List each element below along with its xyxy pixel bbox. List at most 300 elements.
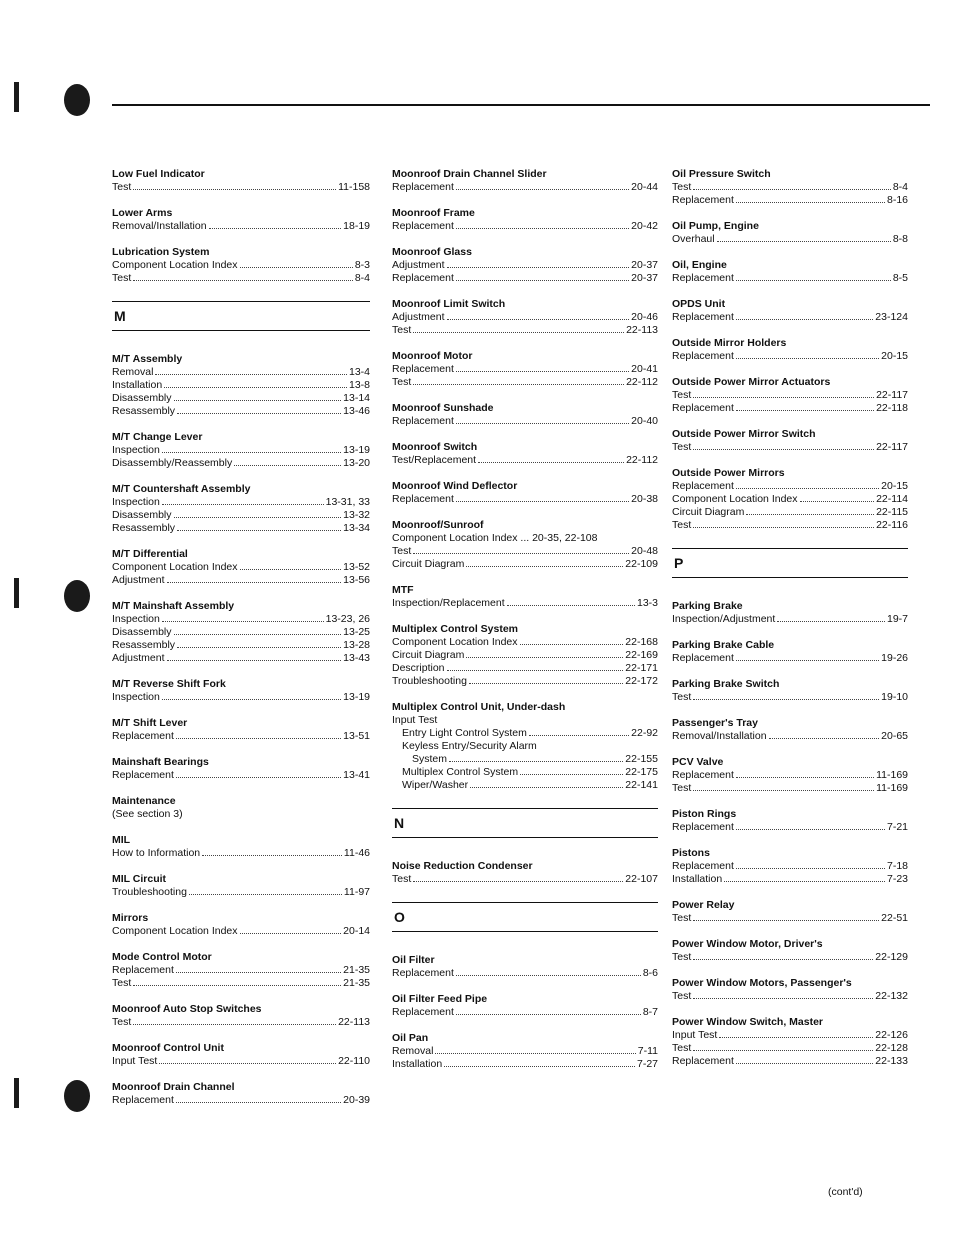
dot-leader xyxy=(478,454,624,463)
binder-mark-middle xyxy=(14,578,19,608)
section-divider xyxy=(392,902,658,932)
entry-label: Circuit Diagram xyxy=(392,649,465,661)
entry-line xyxy=(672,769,908,782)
entry-line xyxy=(392,766,658,779)
dot-leader xyxy=(520,766,623,775)
entry-label: Disassembly/Reassembly xyxy=(112,457,233,469)
page-ref: 20-14 xyxy=(343,925,370,937)
entry-line xyxy=(392,324,658,337)
index-entry xyxy=(112,1081,370,1107)
page-ref: 22-155 xyxy=(625,753,658,765)
entry-heading: Mainshaft Bearings xyxy=(112,756,209,768)
page-ref: 21-35 xyxy=(343,964,370,976)
entry-label: Resassembly xyxy=(112,522,176,534)
page-ref: 11-158 xyxy=(338,181,370,193)
dot-leader xyxy=(736,1055,873,1064)
entry-label: Circuit Diagram xyxy=(392,558,465,570)
entry-line xyxy=(672,389,908,402)
binder-mark-top xyxy=(14,82,19,112)
entry-label: Test xyxy=(112,1016,132,1028)
dot-leader xyxy=(202,847,342,856)
entry-line xyxy=(112,379,370,392)
dot-leader xyxy=(693,782,874,791)
page-ref: 8-4 xyxy=(892,181,908,193)
entry-label: Removal xyxy=(112,366,154,378)
page-ref: 22-175 xyxy=(625,766,658,778)
index-entry xyxy=(672,428,908,454)
entry-line xyxy=(672,519,908,532)
page-ref: 13-19 xyxy=(343,444,370,456)
entry-line xyxy=(392,259,658,272)
index-entry xyxy=(112,548,370,587)
entry-line xyxy=(392,363,658,376)
entry-label: Replacement xyxy=(672,821,734,833)
index-entry xyxy=(112,1042,370,1068)
entry-label: Test xyxy=(672,1042,692,1054)
entry-line xyxy=(392,753,658,766)
dot-leader xyxy=(176,730,341,739)
entry-label: Test xyxy=(672,519,692,531)
dot-leader xyxy=(456,363,629,372)
page-ref: 20-40 xyxy=(631,415,658,427)
entry-heading: Mirrors xyxy=(112,912,149,924)
entry-label: Description xyxy=(392,662,445,674)
entry-line xyxy=(672,990,908,1003)
entry-line xyxy=(672,873,908,886)
dot-leader xyxy=(413,545,629,554)
index-entry xyxy=(112,951,370,990)
page-ref: 20-37 xyxy=(631,259,658,271)
entry-line xyxy=(392,376,658,389)
entry-line xyxy=(112,626,370,639)
dot-leader xyxy=(174,392,342,401)
dot-leader xyxy=(693,181,891,190)
dot-leader xyxy=(162,613,324,622)
index-entry xyxy=(392,584,658,610)
entry-heading: Oil Filter Feed Pipe xyxy=(392,993,488,1005)
entry-line xyxy=(392,272,658,285)
entry-heading: Lower Arms xyxy=(112,207,173,219)
entry-line xyxy=(392,532,658,545)
page-ref: 13-41 xyxy=(343,769,370,781)
entry-label: Component Location Index xyxy=(112,259,238,271)
index-entry xyxy=(672,220,908,246)
dot-leader xyxy=(164,379,347,388)
page-ref: 20-46 xyxy=(631,311,658,323)
page-ref: 8-16 xyxy=(886,194,908,206)
entry-line xyxy=(392,1058,658,1071)
entry-label: Test xyxy=(672,389,692,401)
page-ref: 19-7 xyxy=(886,613,908,625)
entry-label: Inspection xyxy=(112,691,160,703)
page-ref: 20-48 xyxy=(631,545,658,557)
index-entry xyxy=(672,847,908,886)
entry-line xyxy=(392,662,658,675)
dot-leader xyxy=(162,691,341,700)
page-ref: 7-11 xyxy=(637,1045,658,1057)
entry-label: Replacement xyxy=(672,480,734,492)
dot-leader xyxy=(240,259,353,268)
dot-leader xyxy=(177,405,341,414)
page-ref: 13-8 xyxy=(348,379,370,391)
dot-leader xyxy=(456,493,629,502)
page-ref: 22-168 xyxy=(625,636,658,648)
entry-label: Troubleshooting xyxy=(112,886,187,898)
dot-leader xyxy=(693,441,874,450)
dot-leader xyxy=(133,1016,336,1025)
index-entry xyxy=(672,717,908,743)
page-ref: 13-56 xyxy=(343,574,370,586)
dot-leader xyxy=(777,613,885,622)
dot-leader xyxy=(693,1042,873,1051)
page-ref: 22-169 xyxy=(625,649,658,661)
page-ref: 22-113 xyxy=(338,1016,370,1028)
dot-leader xyxy=(736,194,885,203)
index-entry xyxy=(392,701,658,792)
entry-label: Replacement xyxy=(392,1006,454,1018)
entry-label: Inspection xyxy=(112,613,160,625)
page-ref: 13-31, 33 xyxy=(325,496,370,508)
dot-leader xyxy=(133,181,336,190)
entry-label: Adjustment xyxy=(112,574,165,586)
entry-line xyxy=(392,558,658,571)
index-entry xyxy=(392,954,658,980)
entry-label: Installation xyxy=(672,873,723,885)
entry-line xyxy=(112,181,370,194)
entry-label: Test/Replacement xyxy=(392,454,477,466)
entry-label: Test xyxy=(112,272,132,284)
entry-label: Replacement xyxy=(392,181,454,193)
page-ref: 13-32 xyxy=(343,509,370,521)
page-ref: 21-35 xyxy=(343,977,370,989)
page-ref: 22-118 xyxy=(876,402,908,414)
page-ref: 22-113 xyxy=(626,324,658,336)
entry-label: Input Test xyxy=(672,1029,718,1041)
section-letter: N xyxy=(392,808,658,838)
entry-label: Entry Light Control System xyxy=(402,727,527,739)
dot-leader xyxy=(176,769,341,778)
entry-line xyxy=(112,457,370,470)
page-ref: 8-7 xyxy=(642,1006,658,1018)
entry-heading: Oil, Engine xyxy=(672,259,727,271)
entry-heading: Power Window Motors, Passenger's xyxy=(672,977,852,989)
dot-leader xyxy=(736,821,885,830)
entry-label: Wiper/Washer xyxy=(402,779,469,791)
entry-label: Test xyxy=(392,376,412,388)
entry-line xyxy=(392,714,658,727)
entry-label: Adjustment xyxy=(392,311,445,323)
entry-label: Test xyxy=(672,441,692,453)
dot-leader xyxy=(413,376,624,385)
entry-label: Inspection xyxy=(112,496,160,508)
entry-label: Replacement xyxy=(392,967,454,979)
entry-line xyxy=(112,613,370,626)
entry-label: Overhaul xyxy=(672,233,715,245)
entry-line xyxy=(112,522,370,535)
entry-label: Test xyxy=(392,324,412,336)
entry-label: Disassembly xyxy=(112,392,172,404)
entry-heading: Moonroof/Sunroof xyxy=(392,519,484,531)
dot-leader xyxy=(456,272,629,281)
entry-heading: MIL xyxy=(112,834,131,846)
entry-label: Test xyxy=(112,181,132,193)
binder-hole-middle xyxy=(64,580,90,612)
entry-heading: MIL Circuit xyxy=(112,873,167,885)
entry-label: Removal xyxy=(392,1045,434,1057)
page-ref: 22-172 xyxy=(625,675,658,687)
entry-line xyxy=(392,967,658,980)
entry-label: Test xyxy=(112,977,132,989)
dot-leader xyxy=(447,311,630,320)
entry-heading: Lubrication System xyxy=(112,246,210,258)
entry-line xyxy=(672,613,908,626)
page-ref: 19-10 xyxy=(881,691,908,703)
page-ref: 13-23, 26 xyxy=(325,613,370,625)
index-entry xyxy=(392,860,658,886)
dot-leader xyxy=(466,558,623,567)
entry-line xyxy=(112,1094,370,1107)
entry-heading: Power Window Switch, Master xyxy=(672,1016,824,1028)
entry-heading: Power Relay xyxy=(672,899,735,911)
entry-label: Test xyxy=(392,873,412,885)
index-entry xyxy=(392,441,658,467)
entry-heading: Power Window Motor, Driver's xyxy=(672,938,823,950)
entry-heading: Moonroof Drain Channel xyxy=(112,1081,235,1093)
entry-heading: Moonroof Glass xyxy=(392,246,472,258)
index-entry xyxy=(112,912,370,938)
binder-mark-bottom xyxy=(14,1078,19,1108)
page-ref: 22-129 xyxy=(875,951,908,963)
entry-label: Replacement xyxy=(392,363,454,375)
page-ref: 20-65 xyxy=(881,730,908,742)
dot-leader xyxy=(456,220,629,229)
page-ref: 20-41 xyxy=(631,363,658,375)
entry-line xyxy=(112,509,370,522)
dot-leader xyxy=(456,1006,641,1015)
page-ref: 13-43 xyxy=(343,652,370,664)
entry-heading: Noise Reduction Condenser xyxy=(392,860,533,872)
entry-line xyxy=(112,272,370,285)
entry-line xyxy=(112,847,370,860)
dot-leader xyxy=(520,636,624,645)
entry-heading: Parking Brake xyxy=(672,600,743,612)
dot-leader xyxy=(167,574,342,583)
page-ref: 22-128 xyxy=(875,1042,908,1054)
dot-leader xyxy=(693,519,874,528)
index-entry xyxy=(672,168,908,207)
entry-label: Multiplex Control System xyxy=(402,766,519,778)
entry-line xyxy=(112,1016,370,1029)
entry-heading: Moonroof Limit Switch xyxy=(392,298,506,310)
entry-label: Component Location Index ... 20-35, 22-108 xyxy=(392,532,598,544)
entry-line xyxy=(112,769,370,782)
entry-label: Replacement xyxy=(672,652,734,664)
entry-line xyxy=(672,272,908,285)
entry-label: Circuit Diagram xyxy=(672,506,745,518)
entry-label: Test xyxy=(672,990,692,1002)
page-ref: 22-51 xyxy=(881,912,908,924)
dot-leader xyxy=(240,925,342,934)
page-ref: 18-19 xyxy=(343,220,370,232)
index-entry xyxy=(672,298,908,324)
entry-line xyxy=(392,181,658,194)
entry-line xyxy=(672,181,908,194)
index-entry xyxy=(672,899,908,925)
entry-label: Test xyxy=(672,912,692,924)
entry-label: Replacement xyxy=(392,220,454,232)
page-ref: 13-3 xyxy=(636,597,658,609)
entry-line xyxy=(672,951,908,964)
entry-line xyxy=(672,1055,908,1068)
entry-heading: Moonroof Drain Channel Slider xyxy=(392,168,547,180)
entry-label: Input Test xyxy=(392,714,438,726)
top-rule xyxy=(112,104,930,106)
index-entry xyxy=(112,873,370,899)
entry-label: Troubleshooting xyxy=(392,675,467,687)
dot-leader xyxy=(693,912,879,921)
entry-line xyxy=(112,392,370,405)
index-entry xyxy=(112,1003,370,1029)
page-ref: 22-133 xyxy=(875,1055,908,1067)
entry-label: Test xyxy=(672,691,692,703)
entry-label: Replacement xyxy=(112,964,174,976)
entry-line xyxy=(112,808,370,821)
index-entry xyxy=(112,600,370,665)
entry-line xyxy=(392,779,658,792)
entry-heading: Parking Brake Switch xyxy=(672,678,780,690)
page-ref: 13-51 xyxy=(343,730,370,742)
dot-leader xyxy=(413,873,623,882)
entry-label: Installation xyxy=(112,379,163,391)
entry-heading: Oil Pressure Switch xyxy=(672,168,771,180)
page-ref: 22-171 xyxy=(625,662,658,674)
entry-label: Replacement xyxy=(392,493,454,505)
index-entry xyxy=(112,246,370,285)
page-ref: 20-37 xyxy=(631,272,658,284)
index-entry xyxy=(392,993,658,1019)
entry-label: Replacement xyxy=(112,769,174,781)
entry-heading: Outside Power Mirror Actuators xyxy=(672,376,831,388)
page-ref: 22-112 xyxy=(626,454,658,466)
dot-leader xyxy=(174,509,342,518)
dot-leader xyxy=(456,967,641,976)
entry-line xyxy=(392,727,658,740)
entry-line xyxy=(392,545,658,558)
section-divider xyxy=(392,808,658,838)
entry-line xyxy=(672,506,908,519)
dot-leader xyxy=(466,649,623,658)
entry-line xyxy=(112,496,370,509)
dot-leader xyxy=(159,1055,336,1064)
index-entry xyxy=(392,623,658,688)
entry-heading: Multiplex Control Unit, Under-dash xyxy=(392,701,566,713)
dot-leader xyxy=(435,1045,635,1054)
entry-line xyxy=(392,636,658,649)
page-ref: 22-109 xyxy=(625,558,658,570)
dot-leader xyxy=(209,220,342,229)
entry-heading: M/T Reverse Shift Fork xyxy=(112,678,226,690)
page-ref: 22-117 xyxy=(876,441,908,453)
dot-leader xyxy=(162,444,341,453)
entry-line xyxy=(672,1042,908,1055)
entry-heading: Piston Rings xyxy=(672,808,737,820)
entry-label: Installation xyxy=(392,1058,443,1070)
index-entry xyxy=(672,376,908,415)
page-ref: 13-14 xyxy=(343,392,370,404)
entry-heading: M/T Mainshaft Assembly xyxy=(112,600,235,612)
index-entry xyxy=(672,678,908,704)
page-ref: 13-28 xyxy=(343,639,370,651)
entry-heading: M/T Assembly xyxy=(112,353,183,365)
dot-leader xyxy=(769,730,880,739)
entry-line xyxy=(112,561,370,574)
page-ref: 13-52 xyxy=(343,561,370,573)
dot-leader xyxy=(736,402,874,411)
dot-leader xyxy=(529,727,629,736)
page-ref: 22-114 xyxy=(876,493,908,505)
dot-leader xyxy=(176,1094,341,1103)
index-entry xyxy=(112,834,370,860)
index-entry xyxy=(392,480,658,506)
dot-leader xyxy=(444,1058,635,1067)
entry-label: Inspection xyxy=(112,444,160,456)
index-entry xyxy=(672,259,908,285)
entry-heading: Moonroof Control Unit xyxy=(112,1042,224,1054)
entry-label: Input Test xyxy=(112,1055,158,1067)
entry-heading: Moonroof Wind Deflector xyxy=(392,480,518,492)
page-ref: 20-38 xyxy=(631,493,658,505)
dot-leader xyxy=(470,779,623,788)
entry-heading: Passenger's Tray xyxy=(672,717,758,729)
page-ref: 13-25 xyxy=(343,626,370,638)
entry-label: Removal/Installation xyxy=(672,730,767,742)
page-ref: 22-126 xyxy=(875,1029,908,1041)
index-entry xyxy=(672,467,908,532)
dot-leader xyxy=(736,769,874,778)
page-ref: 22-116 xyxy=(876,519,908,531)
entry-line xyxy=(112,366,370,379)
entry-line xyxy=(672,1029,908,1042)
entry-line xyxy=(112,639,370,652)
index-entry xyxy=(112,678,370,704)
binder-hole-bottom xyxy=(64,1080,90,1112)
section-letter: O xyxy=(392,902,658,932)
index-entry xyxy=(392,519,658,571)
dot-leader xyxy=(736,272,891,281)
entry-label: Keyless Entry/Security Alarm xyxy=(402,740,537,752)
index-entry xyxy=(672,977,908,1003)
dot-leader xyxy=(174,626,342,635)
index-entry xyxy=(112,431,370,470)
index-entry xyxy=(392,298,658,337)
entry-line xyxy=(672,860,908,873)
page-ref: 20-39 xyxy=(343,1094,370,1106)
index-entry xyxy=(672,337,908,363)
entry-label: Resassembly xyxy=(112,639,176,651)
entry-line xyxy=(112,886,370,899)
dot-leader xyxy=(693,951,873,960)
entry-heading: Multiplex Control System xyxy=(392,623,519,635)
page-ref: 20-15 xyxy=(881,480,908,492)
dot-leader xyxy=(800,493,875,502)
page-ref: 7-27 xyxy=(636,1058,658,1070)
entry-label: Disassembly xyxy=(112,509,172,521)
section-letter: M xyxy=(112,301,370,331)
entry-line xyxy=(672,350,908,363)
index-entry xyxy=(392,350,658,389)
entry-label: Replacement xyxy=(672,194,734,206)
entry-line xyxy=(112,405,370,418)
